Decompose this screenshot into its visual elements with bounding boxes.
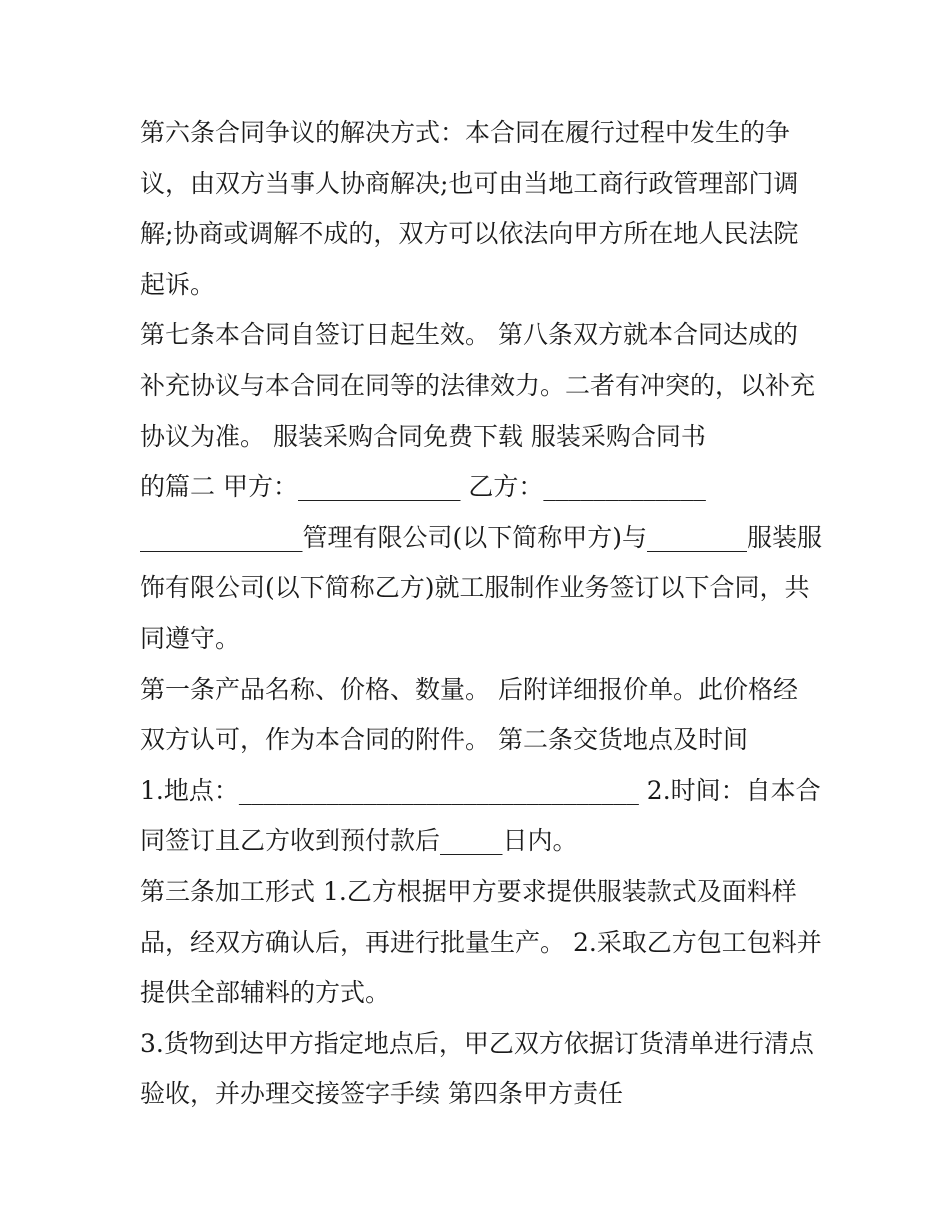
text-line: 双方认可，作为本合同的附件。 第二条交货地点及时间 xyxy=(140,725,748,755)
text-line: 第一条产品名称、价格、数量。 后附详细报价单。此价格经 xyxy=(140,674,798,704)
text-line: 第六条合同争议的解决方式：本合同在履行过程中发生的争 xyxy=(140,118,791,147)
text-line: 解;协商或调解不成的，双方可以依法向甲方所在地人民法院 xyxy=(140,219,799,249)
text-line: 提供全部辅料的方式。 xyxy=(140,978,391,1008)
text-line: 第三条加工形式 1.乙方根据甲方要求提供服装款式及面料样 xyxy=(140,876,797,906)
text-line: 补充协议与本合同在同等的法律效力。二者有冲突的，以补充 xyxy=(140,370,816,400)
text-line: 协议为准。 服装采购合同免费下载 服装采购合同书 xyxy=(140,421,706,451)
text-line: 的篇二 甲方：_____________ 乙方：_____________ xyxy=(140,472,706,502)
document-body xyxy=(140,108,823,1120)
text-line: 品，经双方确认后，再进行批量生产。 2.采取乙方包工包料并 xyxy=(140,927,822,957)
text-line: _____________管理有限公司(以下简称甲方)与________服装服 xyxy=(140,522,823,552)
text-line: 同签订且乙方收到预付款后_____日内。 xyxy=(140,826,578,856)
text-line: 起诉。 xyxy=(140,269,216,299)
text-line: 第七条本合同自签订日起生效。 第八条双方就本合同达成的 xyxy=(140,320,798,350)
text-line: 1.地点：________________________________ 2.时间：自本合 xyxy=(140,775,821,805)
text-line: 3.货物到达甲方指定地点后，甲乙双方依据订货清单进行清点 xyxy=(140,1028,814,1058)
text-line: 验收，并办理交接签字手续 第四条甲方责任 xyxy=(140,1079,623,1109)
text-line: 饰有限公司(以下简称乙方)就工服制作业务签订以下合同，共 xyxy=(140,573,810,603)
text-line: 同遵守。 xyxy=(140,623,241,653)
text-line: 议，由双方当事人协商解决;也可由当地工商行政管理部门调 xyxy=(140,168,799,198)
